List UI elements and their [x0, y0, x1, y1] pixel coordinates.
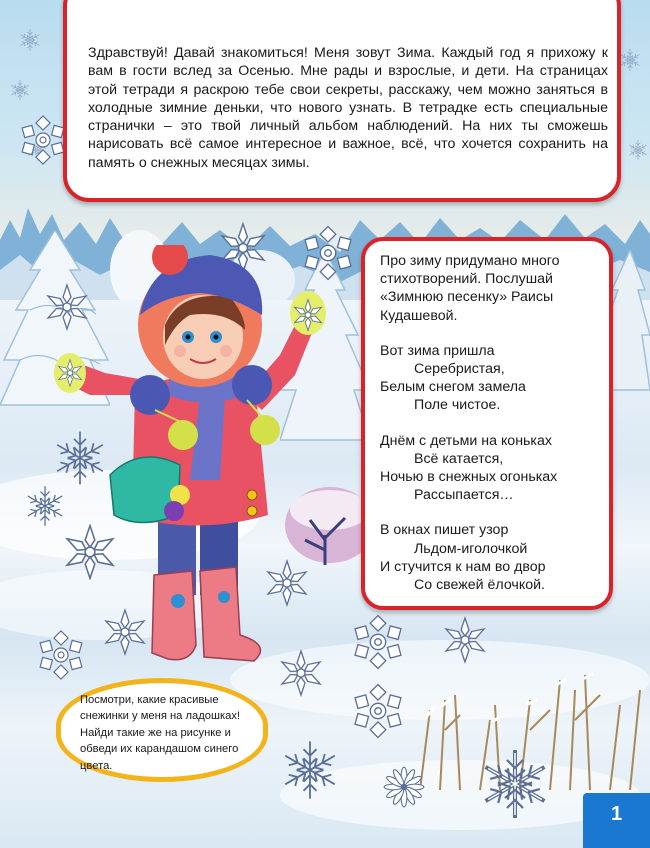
poem-line: Ночью в снежных огоньках: [380, 469, 558, 486]
poem-line: Со свежей ёлочкой.: [414, 577, 545, 594]
snowflake-icon: [475, 744, 555, 824]
poem-line: Белым снегом замела: [380, 379, 526, 396]
snowflake-icon: [439, 614, 491, 666]
snowflake-icon: [18, 115, 68, 165]
poem-line: И стучится к нам во двор: [380, 558, 546, 575]
girl-illustration: [40, 245, 340, 685]
snowflake-icon: [350, 614, 406, 670]
poem-intro: Про зиму придумано много стихотворений. Послушай «Зимнюю песенку» Раисы Кудашевой.: [380, 253, 560, 324]
intro-paragraph: Здравствуй! Давай знакомиться! Меня зовут Зима. Каждый год я прихожу к вам в гости вслед за Осенью. Мне рады и взрослые, и дети. На страницах этой тетради я раскрою тебе свои секреты, расскажу, чем можно заняться в холодные зимние деньки, что нового узнать. В тетрадке есть специальные странички – это твой личный альбом наблюдений. На них ты сможешь нарисовать всё самое интересное и важное, всё, что хочется сохранить на память о снежных месяцах зимы.: [88, 45, 608, 171]
poem-line: Серебристая,: [414, 361, 505, 378]
snowflake-icon: [350, 683, 406, 739]
tip-text: Посмотри, какие красивые снежинки у меня на ладошках! Найди такие же на рисунке и обведи их карандашом синего цвета.: [80, 694, 241, 772]
snowflake-icon: [381, 764, 427, 810]
page-number-badge: 1: [583, 793, 650, 848]
poem-line: Поле чистое.: [414, 397, 501, 414]
poem-content: [380, 252, 608, 594]
poem-line: Рассыпается…: [414, 487, 514, 504]
snowflake-icon: [278, 738, 342, 802]
poem-line: В окнах пишет узор: [380, 522, 509, 539]
poem-line: Всё катается,: [414, 450, 504, 467]
poem-line: Вот зима пришла: [380, 342, 495, 359]
poem-line: Льдом-иголочкой: [414, 540, 528, 557]
poem-line: Днём с детьми на коньках: [380, 432, 552, 449]
